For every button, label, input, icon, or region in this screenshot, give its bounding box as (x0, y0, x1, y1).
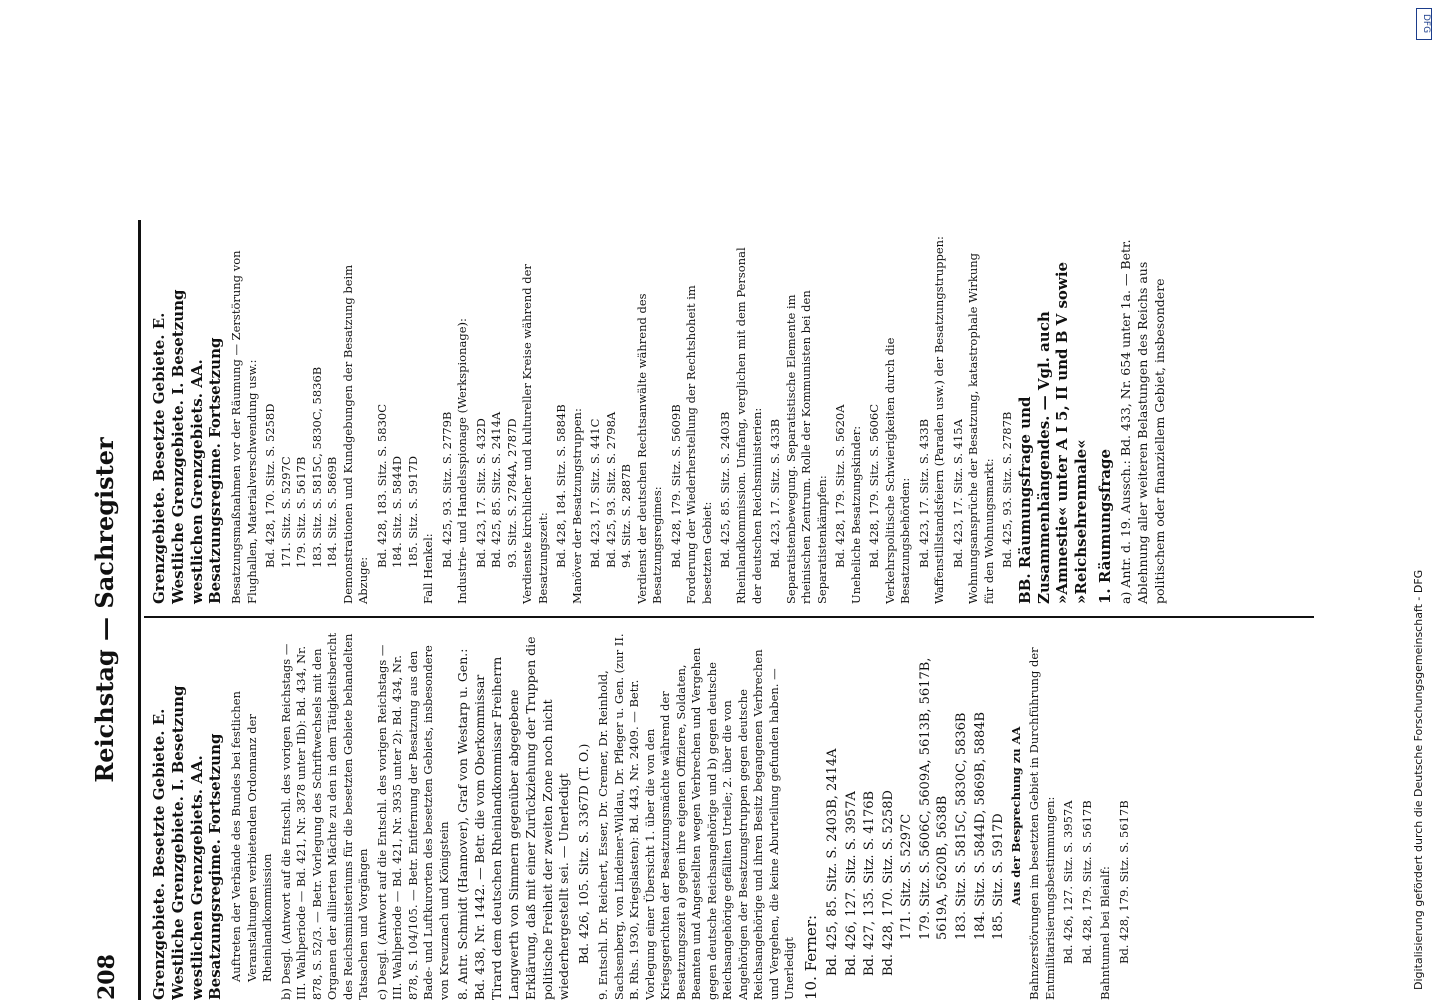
index-ref: 179. Sitz. S. 5617B (294, 456, 309, 568)
bb-heading: BB. Räumungsfrage und Zusammenhängendes. — Vgl. auch »Amnestie« unter A I 5, II und B V sowie »Reichsehrenmale« (1015, 261, 1090, 604)
index-entry: Verdienst der deutschen Rechtsanwälte während des Besatzungsregimes: (634, 293, 665, 604)
index-ref: Bd. 423, 17. Sitz. S. 441C (588, 418, 603, 568)
index-ref: 183. Sitz. S. 5815C, 5830C, 5836B (309, 366, 324, 568)
index-ref: 93. Sitz. S. 2784A, 2787D (504, 418, 519, 568)
ref-line: 185. Sitz. S. 5917D (991, 813, 1007, 940)
index-entry: Rheinlandkommission. Umfang, verglichen mit dem Personal der deutschen Reichsministerien: (733, 247, 764, 604)
index-ref: 184. Sitz. S. 5844D (390, 455, 405, 568)
index-entry: Verkehrspolitische Schwierigkeiten durch die Besatzungsbehörden: (882, 337, 913, 604)
left-section-heading: Grenzgebiete. Besetzte Gebiete. E. Westliche Grenzgebiete. I. Besetzung westlichen Grenzgebiets. AA. Besatzungsregime. Fortsetzung (150, 685, 225, 1000)
index-ref: Bd. 425, 93. Sitz. S. 2779B (439, 411, 454, 568)
index-ref: Bd. 428, 179. Sitz. S. 5620A (833, 404, 848, 568)
column-divider (144, 616, 1314, 618)
tunnel-ref: Bd. 428, 179. Sitz. S. 5617B (1116, 800, 1131, 964)
right-entries (229, 236, 1016, 604)
index-ref: 185. Sitz. S. 5917D (405, 455, 420, 568)
bahn-entry: Bahnzerstörungen im besetzten Gebiet in Durchführung der Entmilitarisierungsbestimmungen: (1027, 647, 1057, 1000)
index-entry: Separatistenbewegung. Separatistische Elemente im rheinischen Zentrum. Rolle der Kommunisten bei den Separatistenkämpfen: (783, 290, 829, 604)
bahn-ref: Bd. 426, 127. Sitz. S. 3957A (1061, 800, 1076, 964)
ref-line: 171. Sitz. S. 5297C (899, 813, 915, 940)
index-ref: 94. Sitz. S. 2887B (619, 464, 634, 568)
bb-item-a: a) Antr. d. 19. Aussch.: Bd. 433, Nr. 654 unter 1a. — Betr. Ablehnung aller weiteren Belastungen des Reichs aus politischem oder finanziellem Gebiet, insbesondere (1118, 239, 1167, 604)
header-rule (138, 220, 141, 1000)
bahn-ref: Bd. 428, 179. Sitz. S. 5617B (1079, 800, 1094, 964)
index-ref: Bd. 423, 17. Sitz. S. 433B (768, 418, 783, 568)
item-8: 8. Antr. Schmidt (Hannover), Graf von Westarp u. Gen.: Bd. 438, Nr. 1442. — Betr. die vom Oberkommissar Tirard dem deutschen Rheinlandkommissar Freiherrn Langwerth von Simmern gegenüber abgegebene Erklärung, daß mit einer Zurückziehung der Truppen die politische Freiheit der zweiten Zone noch nicht wiederhergestellt sei. — Unerledigt (455, 636, 572, 1000)
index-entry: Verdienste kirchlicher und kultureller Kreise während der Besatzungszeit: (520, 264, 550, 604)
tunnel-entry: Bahntunnel bei Bleialf: (1098, 866, 1113, 1000)
left-column (150, 632, 1135, 1000)
index-ref: Bd. 425, 93. Sitz. S. 2798A (603, 411, 618, 568)
ref-line: 183. Sitz. S. 5815C, 5830C, 5836B (954, 712, 969, 940)
item-8-ref: Bd. 426, 105. Sitz. S. 3367D (T. O.) (576, 743, 592, 964)
item-c: c) Desgl. (Antwort auf die Entschl. des vorigen Reichstags — III. Wahlperiode — Bd. 421, Nr. 3935 unter 2): Bd. 434, Nr. 878, S. 104/105. — Betr. Entfernung der Besatzung aus den Bade- und Luftkurorten des besetzten Gebiets, insbesondere von Kreuznach und Königstein (374, 644, 451, 1000)
index-ref: Bd. 428, 179. Sitz. S. 5609B (668, 404, 683, 568)
ferner-refs (824, 632, 1007, 1000)
item-b: b) Desgl. (Antwort auf die Entschl. des vorigen Reichstags — III. Wahlperiode — Bd. 421, Nr. 3878 unter IIb): Bd. 434, Nr. 878, S. 52/3. — Betr. Vorlegung des Schriftwechsels mit den Organen der alliierten Mächte zu den in dem Tätigkeitsbericht des Reichsministeriums für die besetzten Gebiete behandelten Tatsachen und Vorgängen (278, 632, 371, 1000)
index-ref: Bd. 423, 17. Sitz. S. 415A (950, 419, 965, 568)
ref-line: Bd. 425, 85. Sitz. S. 2403B, 2414A (825, 748, 841, 976)
left-intro: Auftreten der Verbände des Bundes bei festlichen Veranstaltungen verbietenden Ordonnanz der Rheinlandkommission (229, 691, 275, 982)
index-ref: Bd. 428, 179. Sitz. S. 5606C (867, 403, 882, 568)
index-entry: Fall Henkel: (421, 533, 436, 604)
index-ref: Bd. 428, 184. Sitz. S. 5884B (554, 404, 569, 568)
index-entry: Waffenstillstandsfeiern (Paraden usw.) der Besatzungstruppen: (932, 236, 947, 604)
ref-line: Bd. 426, 127. Sitz. S. 3957A (843, 791, 859, 976)
ref-line: Bd. 428, 170. Sitz. S. 5258D (880, 790, 896, 976)
index-ref: Bd. 428, 170. Sitz. S. 5258D (263, 403, 278, 568)
dfg-logo: DFG (1416, 8, 1432, 40)
index-ref: Bd. 425, 85. Sitz. S. 2414A (489, 411, 504, 568)
index-entry: Wohnungsansprüche der Besatzung, katastrophale Wirkung für den Wohnungsmarkt: (966, 252, 996, 604)
index-ref: Bd. 423, 17. Sitz. S. 433B (916, 418, 931, 568)
index-entry: Industrie- und Handelsspionage (Werkspionage): (455, 318, 470, 604)
index-entry: Manöver der Besatzungstruppen: (569, 408, 584, 604)
rotated-page (90, 220, 1320, 1000)
page-header (90, 220, 130, 1000)
item-10: 10. Ferner: (801, 914, 820, 1000)
dfg-credit: Digitalisierung gefördert durch die Deutsche Forschungsgemeinschaft - DFG (1412, 569, 1425, 990)
ref-line: 179. Sitz. S. 5606C, 5609A, 5613B, 5617B, 5619A, 5620B, 5638B (917, 657, 951, 940)
index-ref: Bd. 425, 93. Sitz. S. 2787B (1000, 411, 1015, 568)
right-section-heading: Grenzgebiete. Besetzte Gebiete. E. Westliche Grenzgebiete. I. Besetzung westlichen Grenzgebiets. AA. Besatzungsregime. Fortsetzung (150, 289, 225, 604)
index-entry: Besatzungsmaßnahmen vor der Räumung — Zerstörung von Flughallen, Materialverschwendung usw.: (229, 250, 259, 604)
besprechung-heading: Aus der Besprechung zu AA (1008, 726, 1023, 906)
ref-line: Bd. 427, 135. Sitz. S. 4176B (862, 790, 878, 976)
index-entry: Uneheliche Besatzungskinder: (848, 425, 863, 604)
index-ref: 171. Sitz. S. 5297C (278, 456, 293, 568)
running-title: Reichstag — Sachregister (90, 437, 119, 783)
index-entry: Forderung der Wiederherstellung der Rechtshoheit im besetzten Gebiet: (684, 285, 714, 604)
right-column (150, 236, 1172, 604)
index-ref: Bd. 428, 183. Sitz. S. 5830C (374, 403, 389, 568)
index-entry: Demonstrationen und Kundgebungen der Besatzung beim Abzuge: (340, 264, 371, 604)
index-ref: Bd. 423, 17. Sitz. S. 432D (473, 418, 488, 568)
index-ref: Bd. 425, 85. Sitz. S. 2403B (718, 411, 733, 568)
page-number: 208 (94, 954, 120, 1000)
bb-subheading: 1. Räumungsfrage (1095, 448, 1114, 604)
item-9: 9. Entschl. Dr. Reichert, Esser, Dr. Cremer, Dr. Reinhold, Sachsenberg, von Lindeiner-Wildau, Dr. Pfleger u. Gen. (zur II. B. Rhs. 1930, Kriegslasten): Bd. 443, Nr. 2409. — Betr. Vorlegung einer Übersicht 1. über die von den Kriegsgerichten der Besatzungsmächte während der Besatzungszeit a) gegen ihre eigenen Offiziere, Soldaten, Beamten und Angestellten wegen Verbrechen und Vergehen gegen deutsche Reichsangehörige und b) gegen deutsche Reichsangehörige gefällten Urteile; 2. über die von Angehörigen der Besatzungstruppen gegen deutsche Reichsangehörige und ihren Besitz begangenen Verbrechen und Vergehen, die keine Aburteilung gefunden haben. — Unerledigt (596, 633, 797, 1000)
index-ref: 184. Sitz. S. 5869B (325, 456, 340, 568)
ref-line: 184. Sitz. S. 5844D, 5869B, 5884B (972, 711, 988, 940)
